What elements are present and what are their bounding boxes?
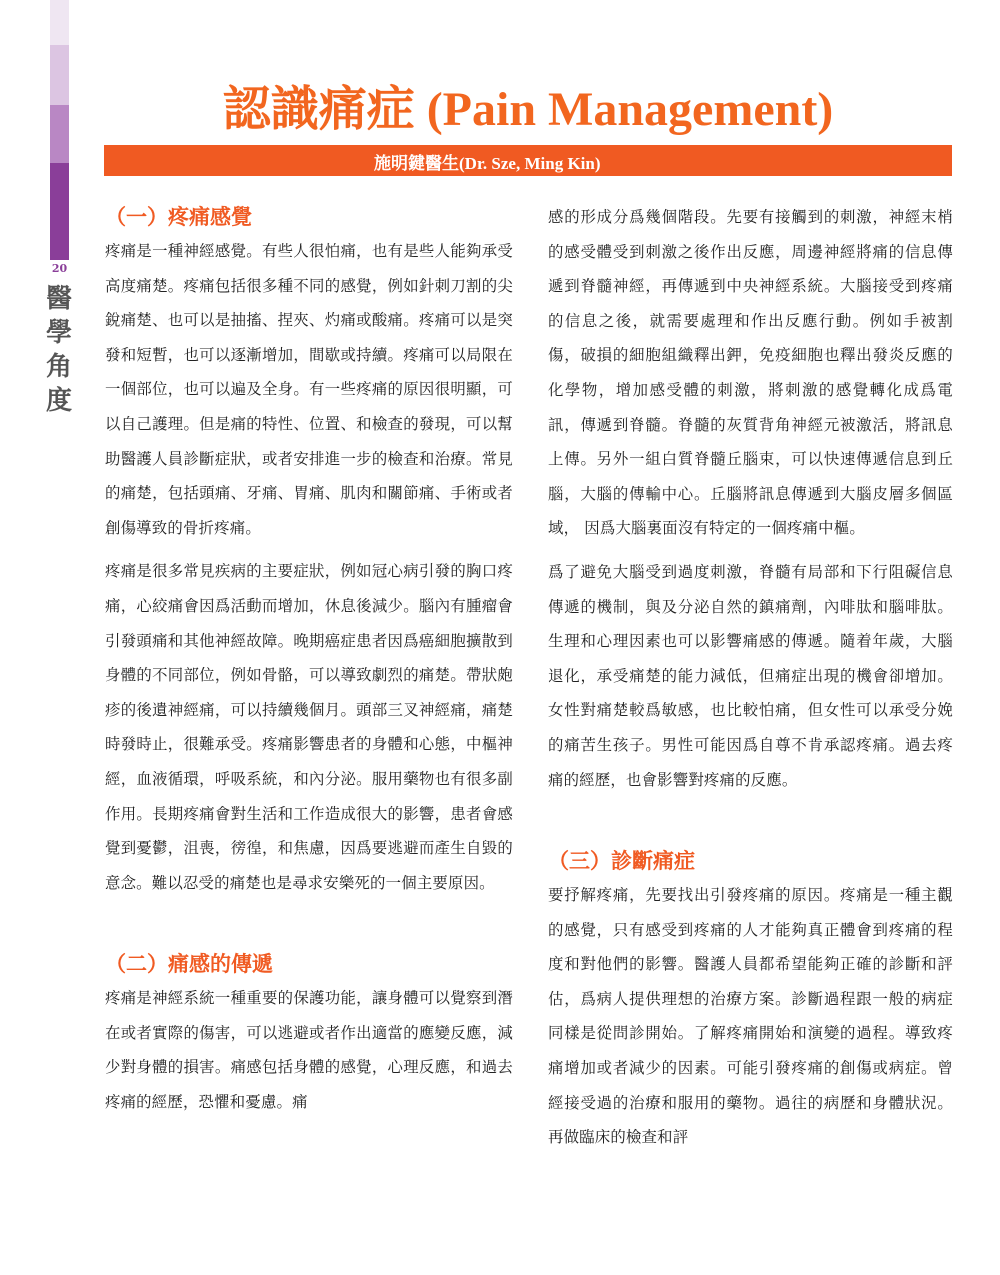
page-number: 20	[51, 262, 68, 275]
section-heading-pain-sensation: （一）疼痛感覺	[105, 204, 252, 229]
section-heading-pain-transmission: （二）痛感的傳遞	[105, 951, 273, 977]
paragraph: 疼痛是很多常見疾病的主要症狀，例如冠心病引發的胸口疼痛，心絞痛會因爲活動而增加，休息後減少。腦內有腫瘤會引發頭痛和其他神經故障。晚期癌症患者因爲癌細胞擴散到身體的不同部位，例如骨骼，可以導致劇烈的痛楚。帶狀皰疹的後遺神經痛，可以持續幾個月。頭部三叉神經痛，痛楚時發時止，很難承受。疼痛影響患者的身體和心態，中樞神經，血液循環，呼吸系統，和內分泌。服用藥物也有很多副作用。長期疼痛會對生活和工作造成很大的影響，患者會感覺到憂鬱，沮喪，徬徨，和焦慮，因爲要逃避而產生自毀的意念。難以忍受的痛楚也是尋求安樂死的一個主要原因。	[105, 562, 513, 892]
section-char: 角	[46, 352, 73, 382]
article-title: 認識痛症 (Pain Management)	[222, 83, 834, 136]
section-gap	[105, 909, 513, 947]
paragraph: 疼痛是一種神經感覺。有些人很怕痛，也有是些人能夠承受高度痛楚。疼痛包括很多種不同的感覺，例如針刺刀割的尖銳痛楚、也可以是抽搐、捏夾、灼痛或酸痛。疼痛可以是突發和短暫，也可以逐漸增加，間歇或持續。疼痛可以局限在一個部位，也可以遍及全身。有一些疼痛的原因很明顯，可以自己護理。但是痛的特性、位置、和檢查的發現，可以幫助醫護人員診斷症狀，或者安排進一步的檢查和治療。常見的痛楚，包括頭痛、牙痛、胃痛、肌肉和關節痛、手術或者創傷導致的骨折疼痛。	[105, 242, 513, 537]
tab-segment-light	[50, 0, 69, 45]
author-name: 施明鍵醫生(Dr. Sze, Ming Kin)	[374, 154, 601, 173]
right-column	[548, 200, 953, 1164]
paragraph: 疼痛是神經系統一種重要的保護功能，讓身體可以覺察到潛在或者實際的傷害，可以逃避或者作出適當的應變反應，減少對身體的損害。痛感包括身體的感覺，心理反應，和過去疼痛的經歷，恐懼和憂慮。痛	[105, 989, 513, 1112]
left-column	[105, 200, 513, 1129]
tab-segment-pale	[50, 45, 69, 105]
tab-segment-medium	[50, 105, 69, 163]
section-gap	[548, 806, 953, 844]
section-char: 度	[46, 386, 73, 416]
section-char: 醫	[46, 284, 73, 314]
author-bar	[104, 145, 952, 176]
paragraph: 感的形成分爲幾個階段。先要有接觸到的刺激，神經末梢的感受體受到刺激之後作出反應，周邊神經將痛的信息傳遞到脊髓神經，再傳遞到中央神經系統。大腦接受到疼痛的信息之後，就需要處理和作出反應行動。例如手被割傷，破損的細胞組織釋出鉀，免疫細胞也釋出發炎反應的化學物，增加感受體的刺激，將刺激的感覺轉化成爲電訊，傳遞到脊髓。脊髓的灰質背角神經元被激活，將訊息上傳。另外一組白質脊髓丘腦束，可以快速傳遞信息到丘腦，大腦的傳輸中心。丘腦將訊息傳遞到大腦皮層多個區域， 因爲大腦裏面沒有特定的一個疼痛中樞。	[548, 208, 953, 538]
section-char: 學	[46, 318, 73, 348]
paragraph: 要抒解疼痛，先要找出引發疼痛的原因。疼痛是一種主觀的感覺，只有感受到疼痛的人才能夠真正體會到疼痛的程度和對他們的影響。醫護人員都希望能夠正確的診斷和評估，爲病人提供理想的治療方案。診斷過程跟一般的病症同樣是從問診開始。了解疼痛開始和演變的過程。導致疼痛增加或者減少的因素。可能引發疼痛的創傷或病症。曾經接受過的治療和服用的藥物。過往的病歷和身體狀況。再做臨床的檢查和評	[548, 886, 953, 1147]
section-name-vertical	[46, 282, 72, 418]
side-color-tab	[50, 0, 69, 1275]
paragraph: 爲了避免大腦受到過度刺激，脊髓有局部和下行阻礙信息傳遞的機制，與及分泌自然的鎮痛劑，內啡肽和腦啡肽。生理和心理因素也可以影響痛感的傳遞。隨着年歲，大腦退化，承受痛楚的能力減低，但痛症出現的機會卻增加。女性對痛楚較爲敏感，也比較怕痛，但女性可以承受分娩的痛苦生孩子。男性可能因爲自尊不肯承認疼痛。過去疼痛的經歷，也會影響對疼痛的反應。	[548, 562, 953, 789]
tab-segment-dark	[50, 163, 69, 260]
section-heading-diagnosis: （三）診斷痛症	[548, 848, 695, 874]
